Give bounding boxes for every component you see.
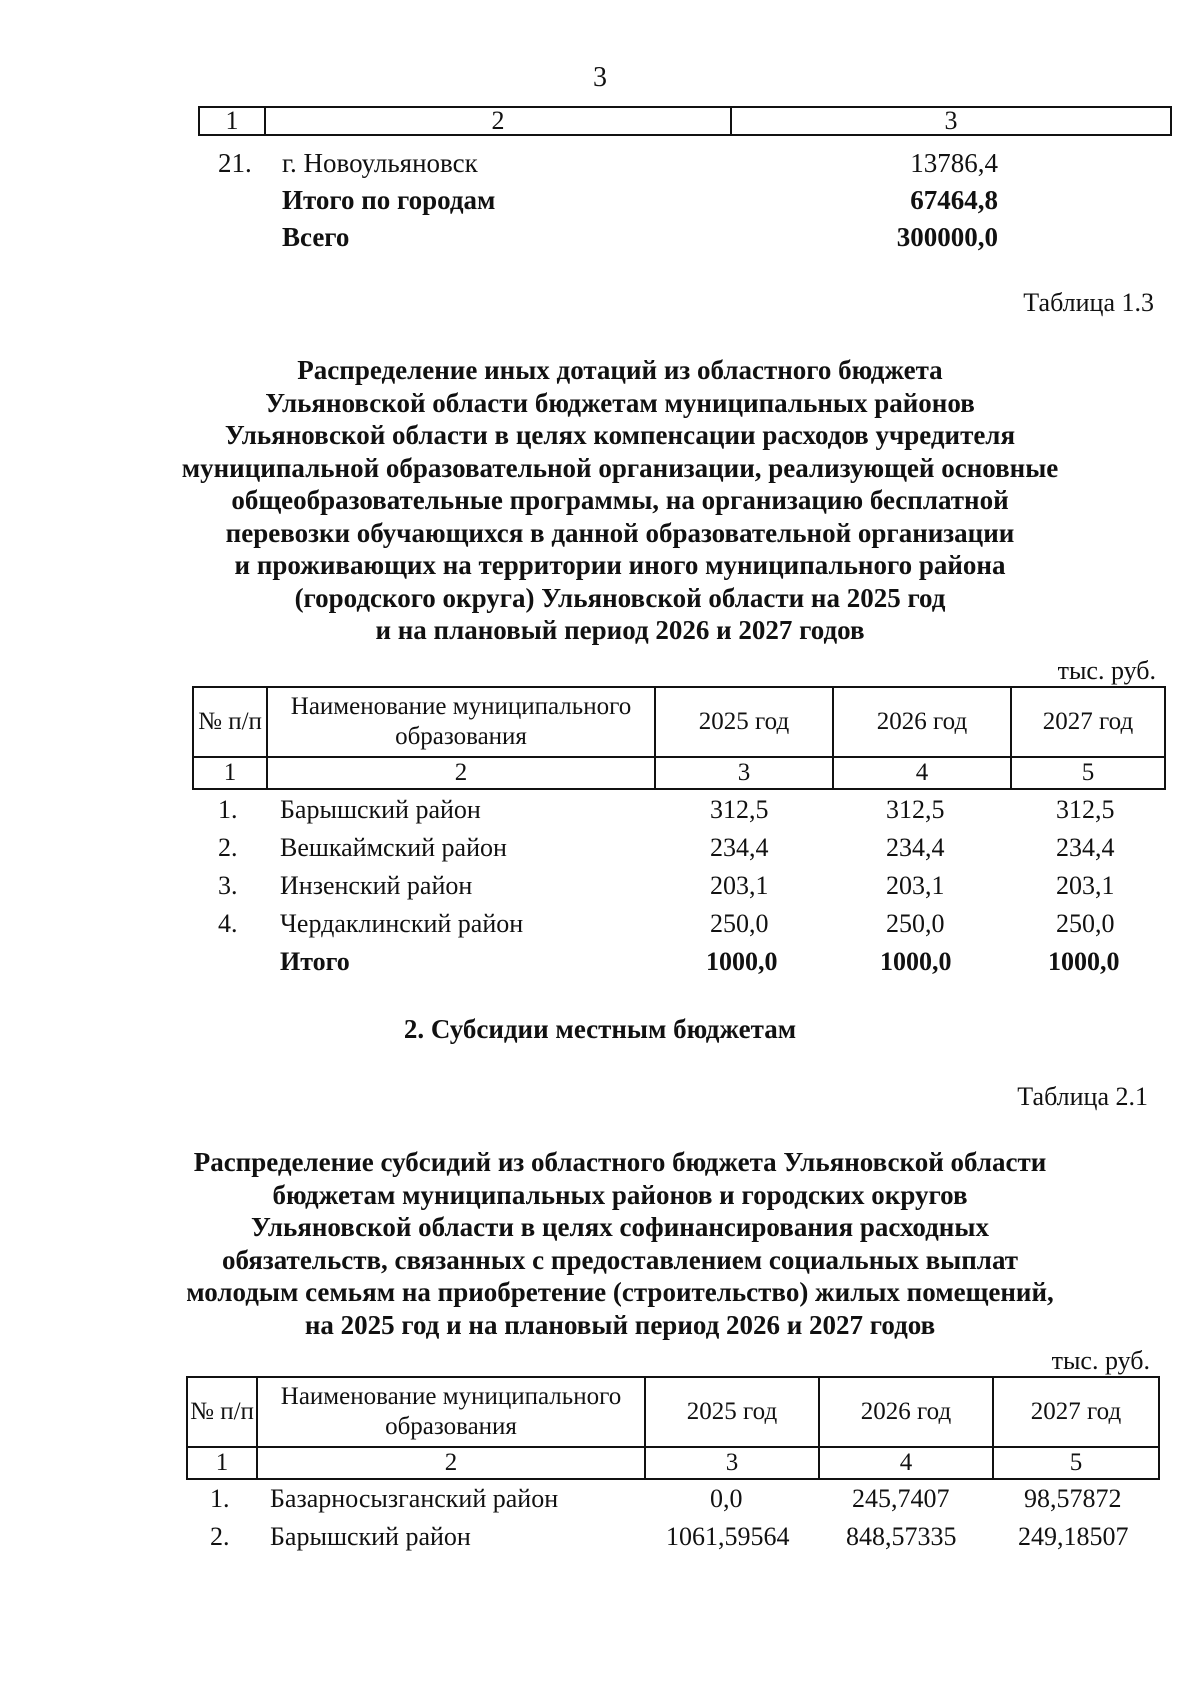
row-2027: 203,1 [1056, 871, 1115, 900]
row-2027: 98,57872 [1024, 1484, 1122, 1513]
col-number-4: 4 [819, 1447, 993, 1479]
header-year-2027: 2027 год [993, 1377, 1159, 1447]
row-2025: 1061,59564 [666, 1522, 790, 1551]
title-line: и проживающих на территории иного муниципального района [234, 550, 1006, 580]
row-2027: 250,0 [1056, 909, 1115, 938]
header-year-2026: 2026 год [819, 1377, 993, 1447]
row-number: 2. [218, 833, 238, 862]
row-name: Вешкаймский район [280, 833, 507, 862]
header-year-2027: 2027 год [1011, 687, 1165, 757]
title-line: Распределение субсидий из областного бюджета Ульяновской области [193, 1147, 1047, 1177]
row-name: Барышский район [270, 1522, 471, 1551]
row-name: Чердаклинский район [280, 909, 524, 938]
table-1-3-units: тыс. руб. [1057, 656, 1156, 685]
col-number-2: 2 [267, 757, 655, 789]
row-number: 4. [218, 909, 238, 938]
title-line: молодым семьям на приобретение (строительство) жилых помещений, [186, 1277, 1054, 1307]
col-number-5: 5 [1011, 757, 1165, 789]
row-number: 2. [210, 1522, 230, 1551]
continuation-table-header [198, 106, 1172, 136]
title-line: муниципальной образовательной организации, реализующей основные [181, 452, 1059, 483]
grand-total-label: Всего [282, 222, 350, 252]
row-name: г. Новоульяновск [282, 148, 478, 178]
grand-total-value: 300000,0 [896, 222, 998, 252]
header-year-2026: 2026 год [833, 687, 1011, 757]
row-2027: 312,5 [1056, 795, 1115, 824]
title-line: общеобразовательные программы, на организацию бесплатной [231, 485, 1009, 515]
title-line: (городского округа) Ульяновской области на 2025 год [294, 582, 946, 613]
row-2026: 848,57335 [846, 1522, 957, 1551]
subtotal-value: 67464,8 [910, 185, 998, 215]
row-2027: 249,18507 [1018, 1522, 1129, 1551]
title-line: Ульяновской области в целях софинансирования расходных [251, 1212, 989, 1242]
col-number-1: 1 [200, 108, 266, 134]
page-number: 3 [593, 62, 607, 93]
title-line: Распределение иных дотаций из областного бюджета [297, 355, 943, 385]
row-number: 21. [218, 148, 252, 178]
row-2025: 0,0 [710, 1484, 743, 1513]
row-2026: 203,1 [886, 871, 945, 900]
section-title: 2. Субсидии местным бюджетам [403, 1014, 797, 1044]
row-number: 1. [218, 795, 238, 824]
row-value: 13786,4 [910, 148, 998, 178]
total-2025: 1000,0 [706, 947, 778, 976]
col-number-4: 4 [833, 757, 1011, 789]
row-number: 3. [218, 871, 238, 900]
row-2026: 245,7407 [852, 1484, 950, 1513]
col-number-3: 3 [645, 1447, 819, 1479]
table-2-1-units: тыс. руб. [1051, 1346, 1150, 1375]
title-line: обязательств, связанных с предоставлением социальных выплат [221, 1244, 1019, 1275]
col-number-3: 3 [944, 106, 958, 135]
header-year-2025: 2025 год [655, 687, 833, 757]
row-name: Барышский район [280, 795, 481, 824]
row-2025: 234,4 [710, 833, 769, 862]
row-name: Базарносызганский район [270, 1484, 559, 1513]
col-number-3: 3 [655, 757, 833, 789]
row-number: 1. [210, 1484, 230, 1513]
header-name: Наименование муниципального образования [257, 1377, 645, 1447]
table-2-1-label: Таблица 2.1 [1017, 1082, 1148, 1111]
table-1-3-header [192, 686, 1166, 790]
header-name: Наименование муниципального образования [267, 687, 655, 757]
subtotal-label: Итого по городам [282, 185, 496, 215]
col-number-2: 2 [257, 1447, 645, 1479]
col-number-1: 1 [193, 757, 267, 789]
col-number-2: 2 [266, 108, 732, 134]
row-2027: 234,4 [1056, 833, 1115, 862]
row-name: Инзенский район [280, 871, 473, 900]
header-year-2025: 2025 год [645, 1377, 819, 1447]
header-number: № п/п [187, 1377, 257, 1447]
header-number: № п/п [193, 687, 267, 757]
row-2025: 312,5 [710, 795, 769, 824]
table-2-1-title [140, 1146, 1100, 1341]
title-line: перевозки обучающихся в данной образовательной организации [225, 517, 1015, 548]
col-number-5: 5 [993, 1447, 1159, 1479]
row-2026: 250,0 [886, 909, 945, 938]
row-2025: 203,1 [710, 871, 769, 900]
col-number-1: 1 [187, 1447, 257, 1479]
title-line: Ульяновской области бюджетам муниципальных районов [265, 387, 975, 418]
total-2026: 1000,0 [880, 947, 952, 976]
row-2026: 312,5 [886, 795, 945, 824]
title-line: и на плановый период 2026 и 2027 годов [375, 615, 865, 645]
title-line: бюджетам муниципальных районов и городских округов [272, 1179, 968, 1210]
row-2026: 234,4 [886, 833, 945, 862]
title-line: на 2025 год и на плановый период 2026 и 2027 годов [304, 1309, 936, 1340]
total-label: Итого [280, 947, 350, 976]
total-2027: 1000,0 [1048, 947, 1120, 976]
table-2-1-header [186, 1376, 1160, 1480]
row-2025: 250,0 [710, 909, 769, 938]
title-line: Ульяновской области в целях компенсации расходов учредителя [224, 420, 1016, 450]
table-1-3-title [150, 354, 1090, 647]
table-1-3-label: Таблица 1.3 [1023, 288, 1154, 317]
